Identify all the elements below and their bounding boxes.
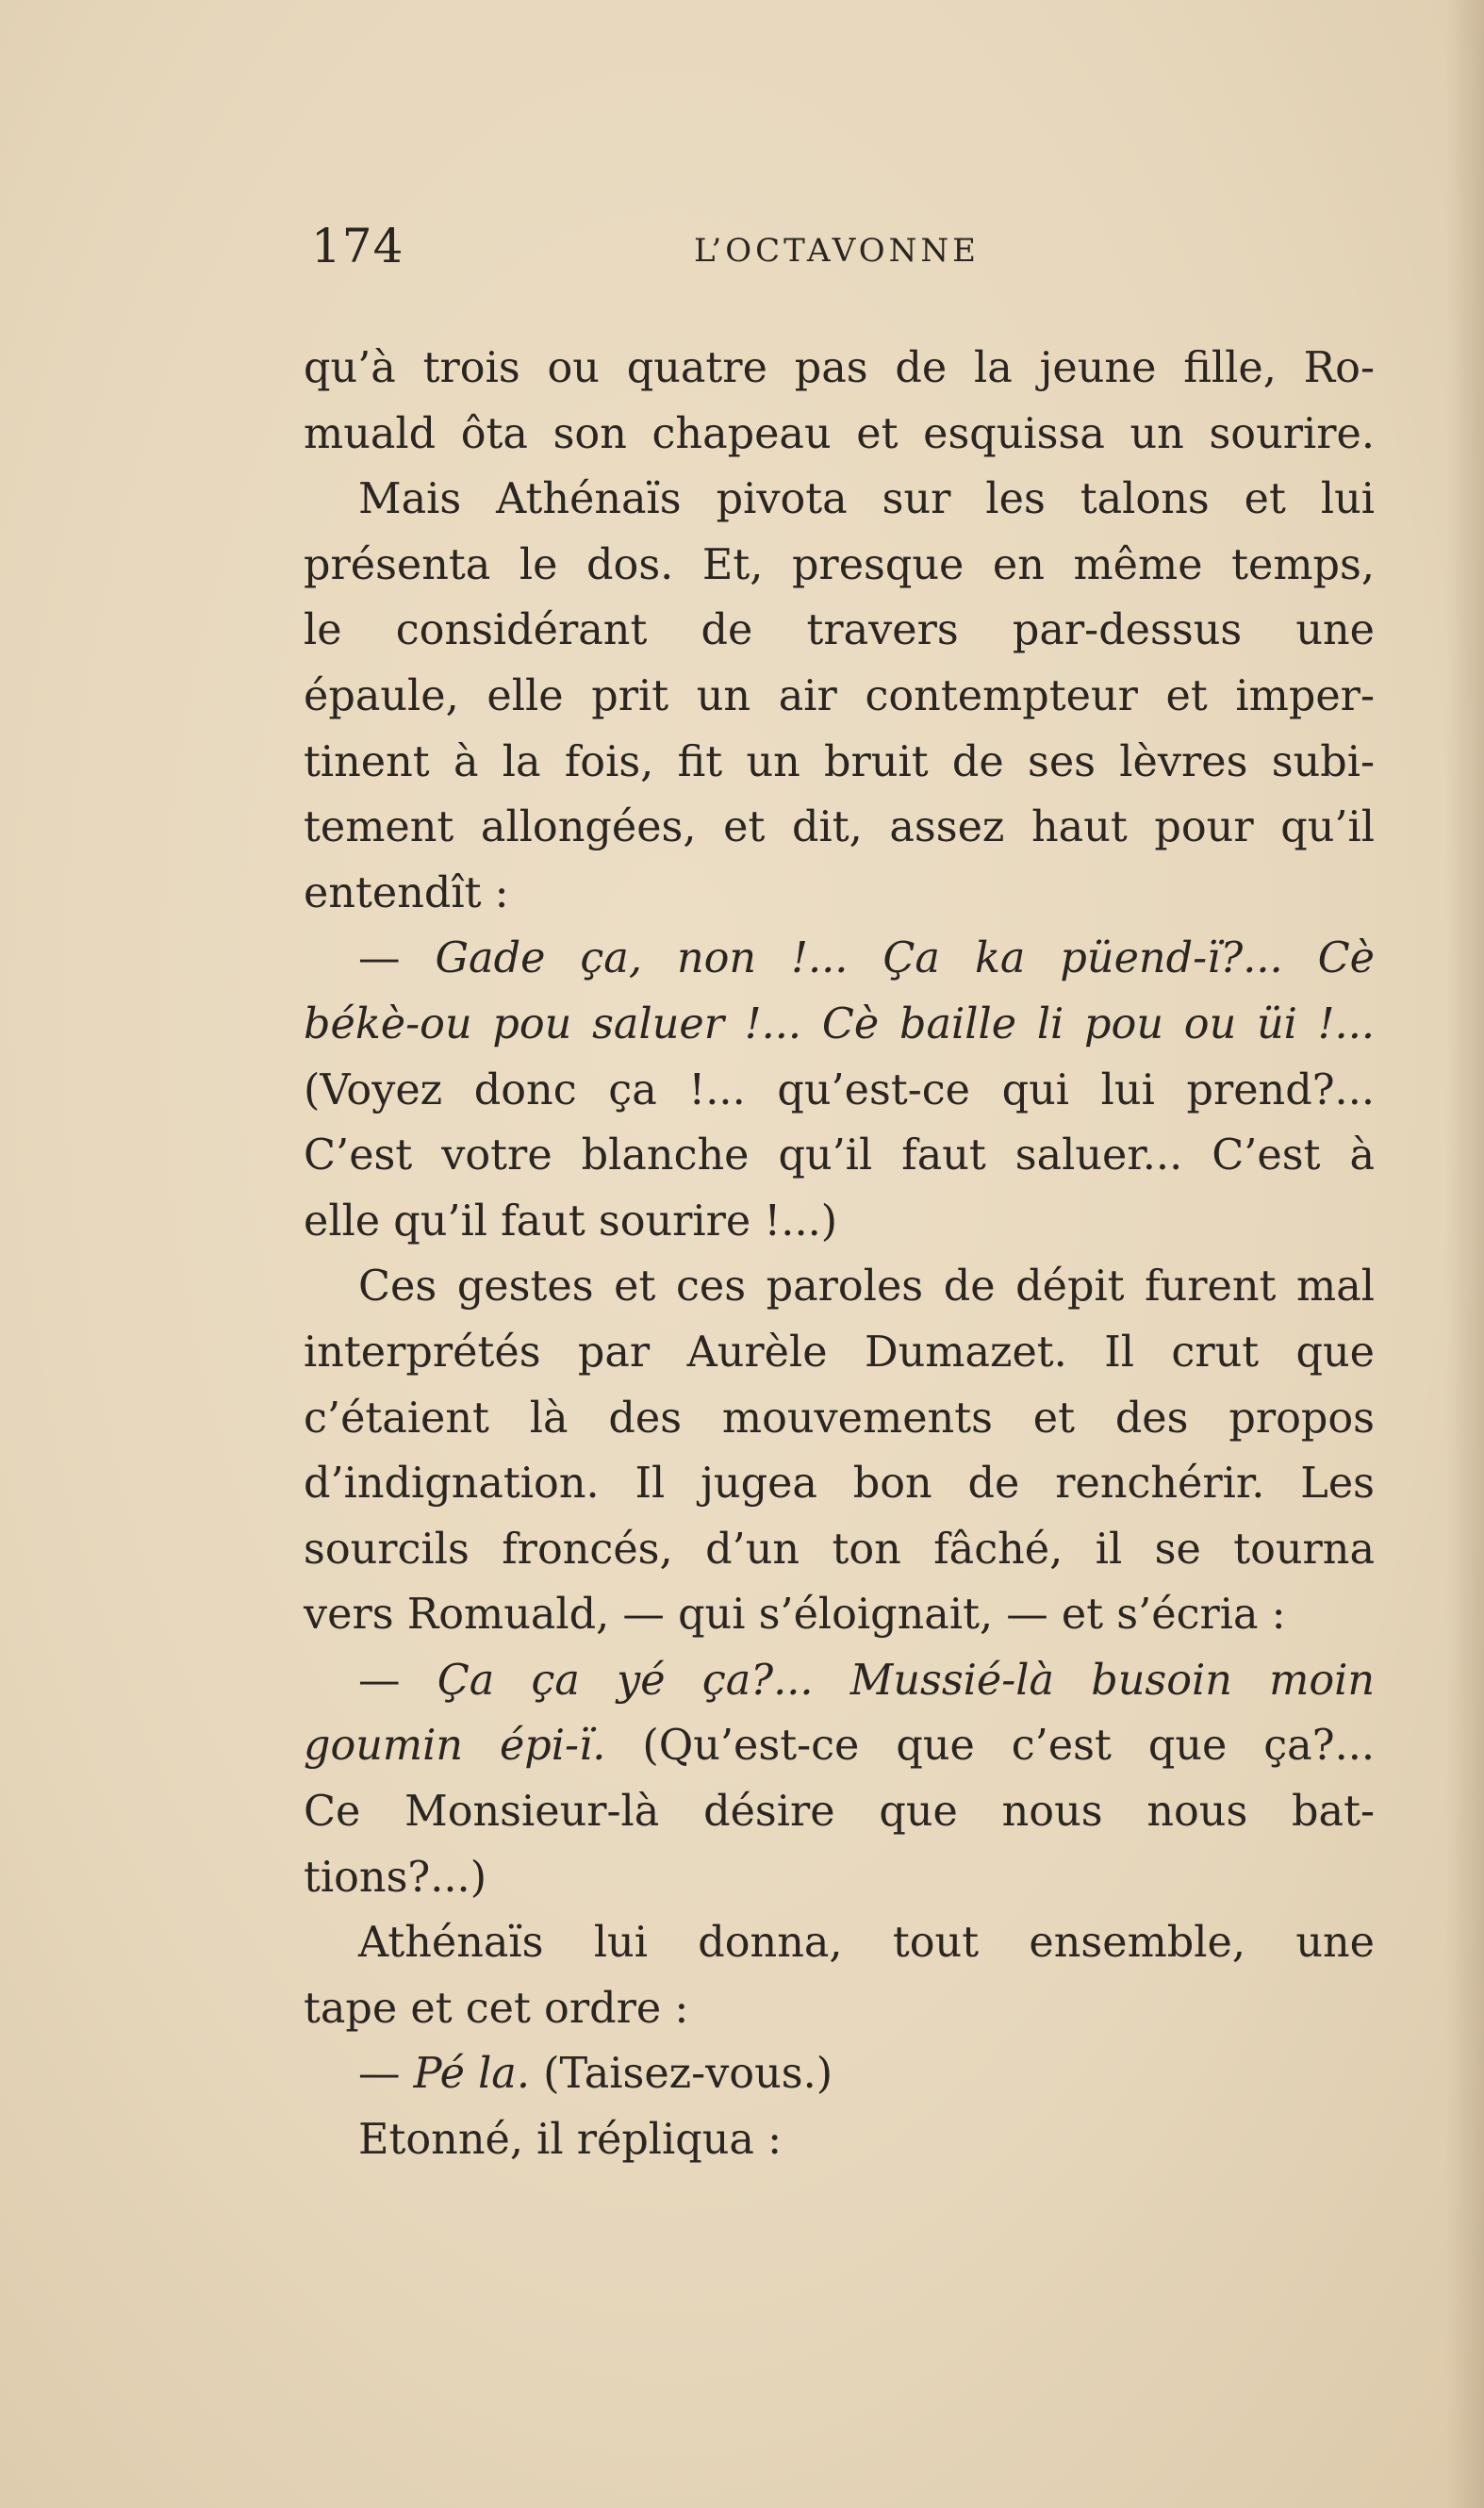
text-line: tement allongées, et dit, assez haut pour qu’il: [304, 803, 1375, 852]
text-line: tape et cet ordre :: [304, 1984, 689, 2033]
translation-line: Ce Monsieur-là désire que nous nous bat-: [304, 1788, 1375, 1837]
dialogue-line: — Gade ça, non !... Ça ka püend-ï?... Cè: [358, 934, 1375, 983]
dialogue-line: goumin épi-ï. (Qu’est-ce que c’est que ça?...: [304, 1722, 1376, 1771]
text-line: d’indignation. Il jugea bon de renchérir. Les: [304, 1460, 1375, 1509]
page-number: 174: [311, 219, 404, 273]
text-line: interprétés par Aurèle Dumazet. Il crut que: [304, 1328, 1375, 1377]
body-text: [304, 336, 1375, 2173]
translation-line: tions?...): [304, 1853, 487, 1902]
page-header: [300, 219, 1384, 294]
creole-speech: Pé la.: [413, 2050, 530, 2099]
dialogue-line: [304, 992, 1375, 1058]
text-line: présenta le dos. Et, presque en même temps,: [304, 540, 1375, 589]
running-title: L’OCTAVONNE: [694, 232, 980, 270]
creole-speech: Ça ça yé ça?... Mussié-là busoin moin: [437, 1656, 1376, 1705]
text-line: qu’à trois ou quatre pas de la jeune fille, Ro-: [304, 344, 1375, 392]
paragraph-start-line: Mais Athénaïs pivota sur les talons et lui: [358, 475, 1375, 524]
creole-speech: goumin épi-ï.: [304, 1722, 606, 1771]
translation-line: (Voyez donc ça !... qu’est-ce qui lui prend?...: [304, 1065, 1375, 1114]
dialogue-line: — Ça ça yé ça?... Mussié-là busoin moin: [358, 1656, 1376, 1705]
text-line: sourcils froncés, d’un ton fâché, il se tourna: [304, 1525, 1375, 1574]
translation-line: C’est votre blanche qu’il faut saluer... C’est à: [304, 1131, 1375, 1180]
creole-speech: békè-ou pou saluer !... Cè baille li pou ou üi !...: [304, 999, 1375, 1048]
text-line: muald ôta son chapeau et esquissa un sourire.: [304, 409, 1375, 458]
text-line: entendît :: [304, 868, 509, 917]
text-line: le considérant de travers par-dessus une: [304, 606, 1375, 655]
text-line: tinent à la fois, fit un bruit de ses lèvres subi-: [304, 737, 1375, 786]
text-line: épaule, elle prit un air contempteur et imper-: [304, 671, 1375, 720]
creole-speech: Gade ça, non !... Ça ka püend-ï?... Cè: [435, 934, 1375, 983]
paragraph-start-line: Etonné, il répliqua :: [358, 2116, 783, 2165]
paragraph-start-line: Athénaïs lui donna, tout ensemble, une: [358, 1919, 1375, 1968]
dialogue-line: — Pé la. (Taisez-vous.): [358, 2050, 833, 2099]
translation-line: elle qu’il faut sourire !...): [304, 1196, 838, 1246]
text-line: vers Romuald, — qui s’éloignait, — et s’écria :: [304, 1591, 1286, 1640]
paragraph-start-line: Ces gestes et ces paroles de dépit furent mal: [358, 1262, 1375, 1312]
text-line: c’étaient là des mouvements et des propos: [304, 1394, 1375, 1443]
